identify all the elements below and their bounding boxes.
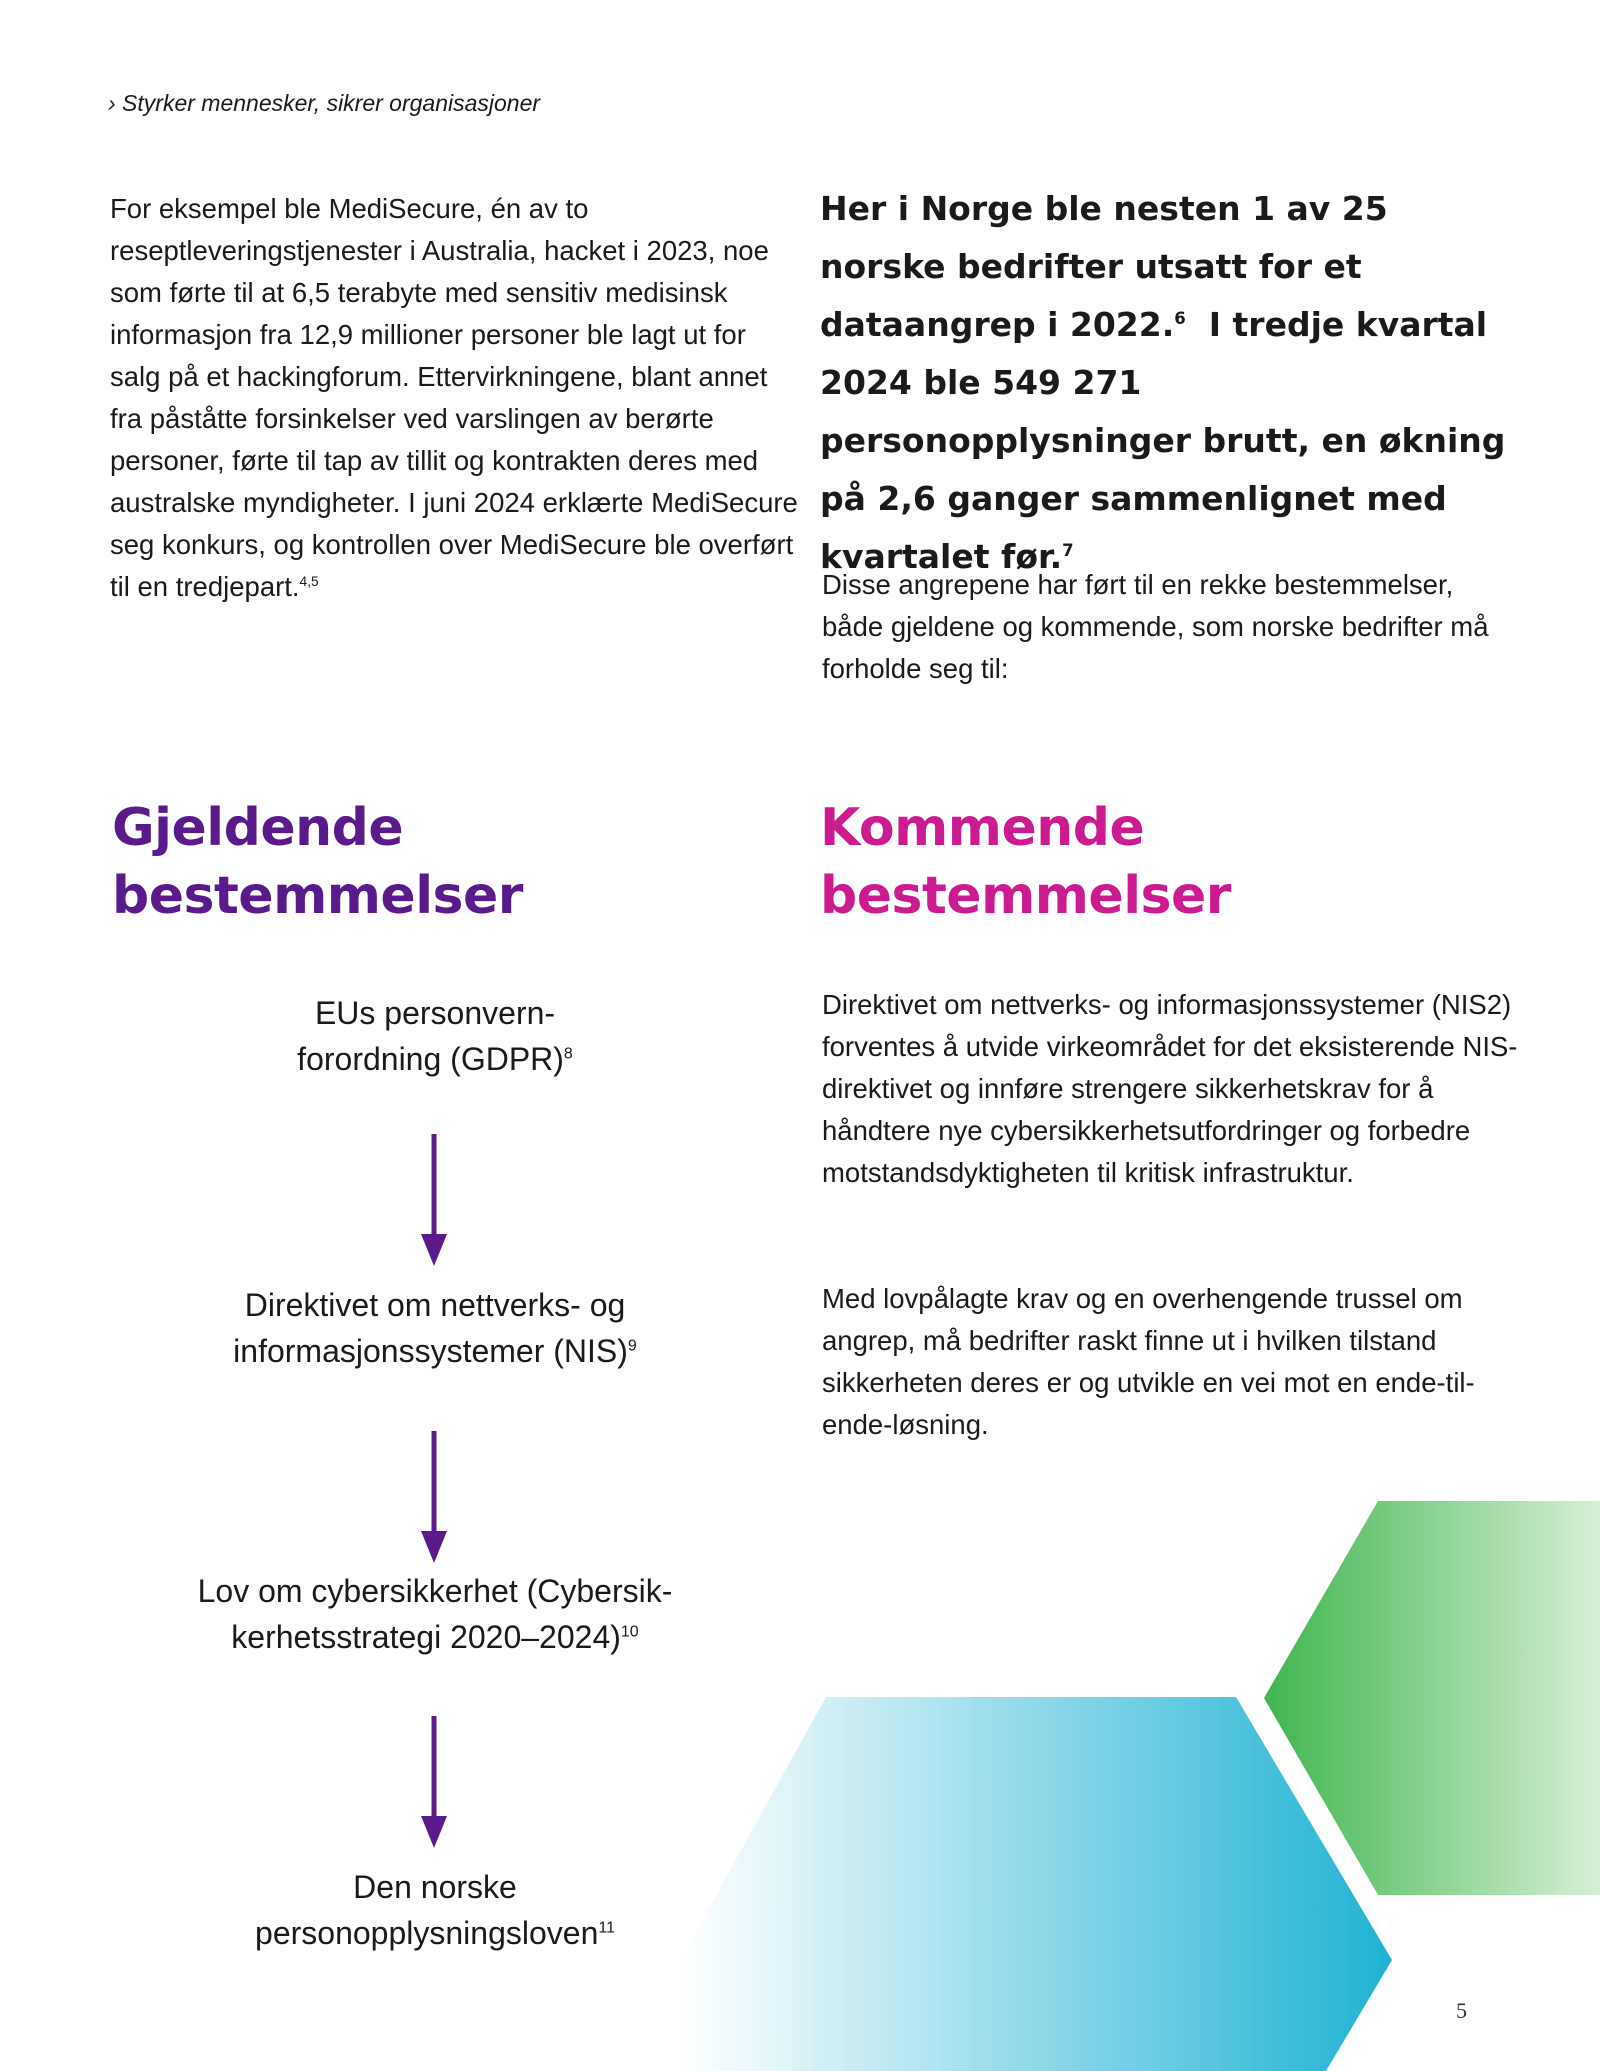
nis2-paragraph: Direktivet om nettverks- og informasjonssystemer (NIS2) forventes å utvide virkeområdet for det eksisterende NIS-direktivet og innføre strengere sikkerhetskrav for å håndtere nye cybersikkerhetsutfordringer og forbedre motstandsdyktigheten til kritisk infrastruktur. <box>822 989 1518 1188</box>
heading-line: Kommende <box>820 798 1145 858</box>
footnote-ref: 11 <box>598 1919 615 1937</box>
regulation-line: EUs personvern- <box>314 995 556 1031</box>
highlight-part1: Her i Norge ble nesten 1 av 25 norske bedrifter utsatt for et dataangrep i 2022. <box>820 189 1388 344</box>
footnote-ref: 4,5 <box>299 573 319 589</box>
heading-line: Gjeldende <box>112 798 404 858</box>
current-regulations-flow <box>110 990 760 1970</box>
medisecure-example-paragraph <box>110 188 800 608</box>
regulation-item-nis <box>110 1282 760 1374</box>
down-arrow-icon <box>419 1431 449 1563</box>
page-number: 5 <box>1456 1998 1467 2023</box>
regulation-line: Den norske <box>353 1869 517 1905</box>
down-arrow-icon <box>419 1134 449 1266</box>
regulation-line: informasjonssystemer (NIS) <box>233 1333 628 1369</box>
footnote-ref: 7 <box>1062 541 1074 560</box>
footnote-ref: 9 <box>627 1337 637 1355</box>
closing-paragraph: Med lovpålagte krav og en overhengende trussel om angrep, må bedrifter raskt finne ut i hvilken tilstand sikkerheten deres er og utvikle en vei mot en ende-til-ende-løsning. <box>822 1283 1475 1440</box>
medisecure-example-text: For eksempel ble MediSecure, én av to reseptleveringstjenester i Australia, hacket i 2023, noe som førte til at 6,5 terabyte med sensitiv medisinsk informasjon fra 12,9 millioner personer ble lagt ut for salg på et hackingforum. Ettervirkningene, blant annet fra påståtte forsinkelser ved varslingen av berørte personer, førte til tap av tillit og kontrakten deres med australske myndigheter. I juni 2024 erklærte MediSecure seg konkurs, og kontrollen over MediSecure ble overført til en tredjepart. <box>110 193 798 602</box>
current-regulations-heading <box>112 794 523 930</box>
heading-line: bestemmelser <box>112 866 523 926</box>
regulation-line: personopplysningsloven <box>255 1915 599 1951</box>
down-arrow-icon <box>419 1716 449 1848</box>
footnote-ref: 10 <box>620 1623 639 1641</box>
regulation-item-personal-data-act <box>110 1864 760 1956</box>
green-hexagon-shape <box>1264 1501 1600 1895</box>
regulation-line: kerhetsstrategi 2020–2024) <box>231 1619 621 1655</box>
highlight-part2: I tredje kvartal 2024 ble 549 271 personopplysninger brutt, en økning på 2,6 ganger sammenlignet med kvartalet før. <box>820 305 1506 576</box>
regulation-line: Lov om cybersikkerhet (Cybersik- <box>197 1573 673 1609</box>
regulation-line: forordning (GDPR) <box>297 1041 564 1077</box>
breadcrumb: › Styrker mennesker, sikrer organisasjoner <box>108 90 541 116</box>
norway-statistics-highlight <box>820 180 1520 586</box>
footnote-ref: 8 <box>563 1045 573 1063</box>
upcoming-regulations-heading <box>820 794 1231 930</box>
regulations-intro-paragraph: Disse angrepene har ført til en rekke bestemmelser, både gjeldene og kommende, som norske bedrifter må forholde seg til: <box>822 569 1489 684</box>
footnote-ref: 6 <box>1174 309 1186 328</box>
blue-hexagon-shape <box>680 1697 1392 2071</box>
regulation-item-gdpr <box>110 990 760 1082</box>
regulation-item-cybersecurity-law <box>110 1568 760 1660</box>
heading-line: bestemmelser <box>820 866 1231 926</box>
regulation-line: Direktivet om nettverks- og <box>244 1287 626 1323</box>
